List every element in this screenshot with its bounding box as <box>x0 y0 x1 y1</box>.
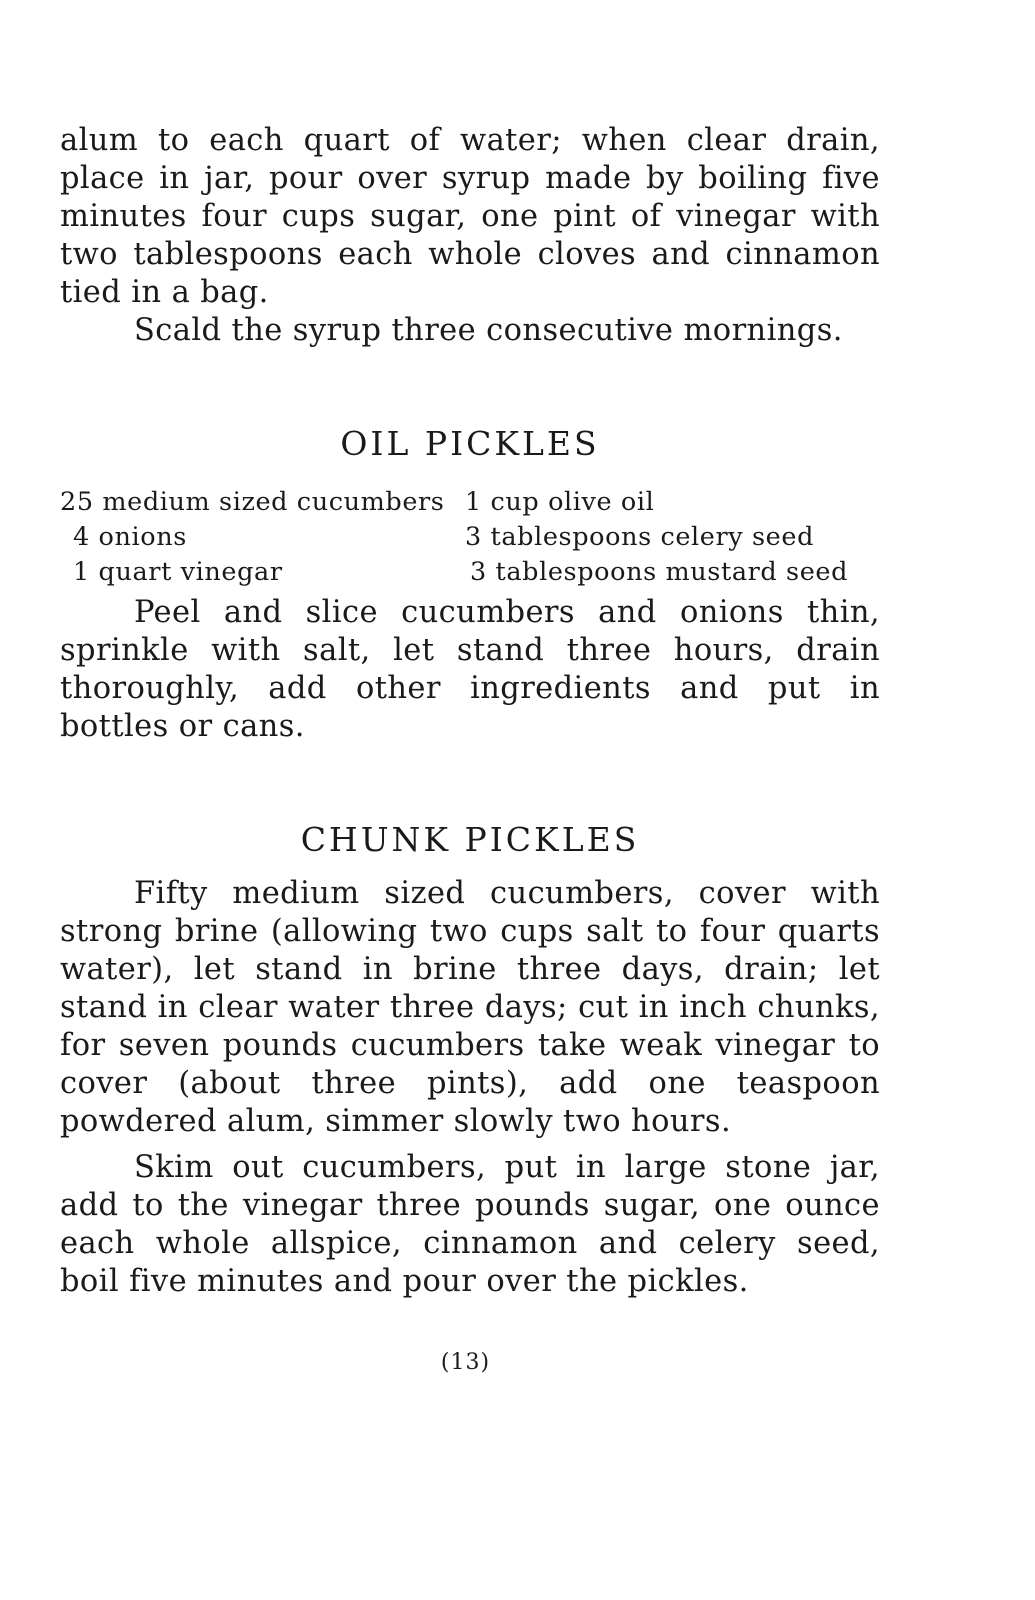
page-number: (13) <box>440 1350 491 1375</box>
intro-line: tied in a bag. <box>60 275 269 310</box>
oil-pickles-ingredients <box>60 485 880 590</box>
intro-line: alum to each quart of water; when clear drain, <box>60 123 880 158</box>
ingredient-item: 1 cup olive oil <box>465 487 655 517</box>
oil-pickles-heading: OIL PICKLES <box>340 424 600 463</box>
ingredient-item: 4 onions <box>73 522 187 552</box>
oil-pickles-directions: Peel and slice cucumbers and onions thin, sprinkle with salt, let stand three hours, drain thoroughly, add other ingredients and put in bottles or cans. <box>60 595 880 744</box>
ingredient-item: 1 quart vinegar <box>73 557 283 587</box>
chunk-pickles-heading: CHUNK PICKLES <box>300 820 640 859</box>
chunk-pickles-paragraph-1: Fifty medium sized cucumbers, cover with strong brine (allowing two cups salt to four quarts water), let stand in brine three days, drain; let stand in clear water three days; cut in inch chunks, for seven pounds cucumbers take weak vinegar to cover (about three pints), add one teaspoon powdered alum, simmer slowly two hours. <box>60 876 880 1139</box>
intro-line: minutes four cups sugar, one pint of vinegar with <box>60 199 880 234</box>
ingredient-item: 25 medium sized cucumbers <box>60 487 445 517</box>
ingredient-item: 3 tablespoons celery seed <box>465 522 814 552</box>
scald-paragraph: Scald the syrup three consecutive mornings. <box>134 313 843 348</box>
ingredient-item: 3 tablespoons mustard seed <box>470 557 849 587</box>
chunk-pickles-paragraph-2: Skim out cucumbers, put in large stone jar, add to the vinegar three pounds sugar, one ounce each whole allspice, cinnamon and celery seed, boil five minutes and pour over the pickles. <box>60 1150 880 1299</box>
page-body <box>60 122 880 1301</box>
intro-paragraph <box>60 122 880 312</box>
intro-line: place in jar, pour over syrup made by boiling five <box>60 161 880 196</box>
intro-line: two tablespoons each whole cloves and cinnamon <box>60 237 880 272</box>
